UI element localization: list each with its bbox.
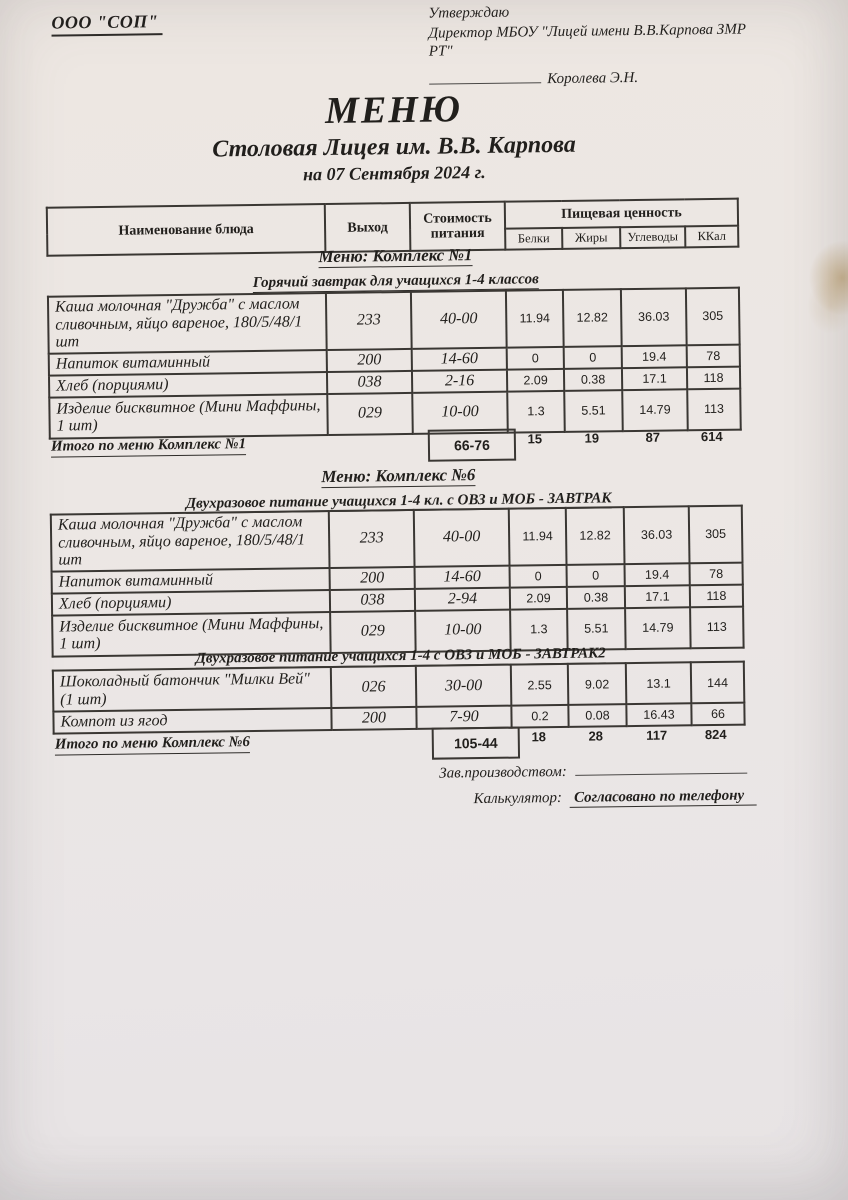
production-manager-row <box>439 760 747 783</box>
menu1-total-protein: 15 <box>527 431 543 447</box>
menu6-total-kcal: 824 <box>704 726 727 743</box>
menu6-section2-label: Двухразовое питание учащихся 1-4 с ОВЗ и МОБ - ЗАВТРАК2 <box>195 645 606 667</box>
dish-name: Напиток витаминный <box>49 350 327 376</box>
table-row: Каша молочная "Дружба" с маслом сливочным, яйцо вареное, 180/5/48/1 шт 233 40-00 11.94 12.82 36.03 305 <box>48 288 740 354</box>
dish-name: Компот из ягод <box>53 708 331 734</box>
col-output: Выход <box>325 203 411 252</box>
document-date: на 07 Сентября 2024 г. <box>302 161 486 185</box>
menu1-title: Меню: Комплекс №1 <box>318 245 473 267</box>
menu6-section1-label: Двухразовое питание учащихся 1-4 кл. с ОВЗ и МОБ - ЗАВТРАК <box>185 490 612 512</box>
approve-director: Директор МБОУ "Лицей имени В.В.Карпова ЗМР РТ" <box>428 21 747 60</box>
approve-signer: Королева Э.Н. <box>547 69 639 88</box>
menu6-title: Меню: Комплекс №6 <box>321 465 476 487</box>
col-carbs: Углеводы <box>620 226 685 248</box>
table-row: Каша молочная "Дружба" с маслом сливочным, яйцо вареное, 180/5/48/1 шт 233 40-00 11.94 12.82 36.03 305 <box>51 506 743 572</box>
col-kcal: ККал <box>685 226 738 248</box>
dish-name: Каша молочная "Дружба" с маслом сливочным, яйцо вареное, 180/5/48/1 шт <box>51 511 330 571</box>
menu6-table-breakfast2 <box>52 661 746 735</box>
menu6-total-fat: 28 <box>588 728 604 744</box>
menu6-total-label: Итого по меню Комплекс №6 <box>55 734 250 756</box>
table-row: Компот из ягод 200 7-90 0.2 0.08 16.43 66 <box>53 703 744 734</box>
approval-block <box>428 0 751 89</box>
production-manager-label: Зав.производством: <box>439 763 567 782</box>
dish-name: Хлеб (порциями) <box>52 590 330 616</box>
dish-name: Шоколадный батончик "Милки Вей" (1 шт) <box>53 667 332 712</box>
menu6-total-cost: 105-44 <box>432 727 520 760</box>
menu1-total-carbs: 87 <box>645 429 661 445</box>
col-fat: Жиры <box>562 227 620 249</box>
menu1-table <box>47 287 742 440</box>
dish-name: Хлеб (порциями) <box>49 372 327 398</box>
table-row: Изделие бисквитное (Мини Маффины, 1 шт) 029 10-00 1.3 5.51 14.79 113 <box>49 388 740 438</box>
menu1-total-cost: 66-76 <box>428 429 516 462</box>
menu1-section-label: Горячий завтрак для учащихся 1-4 классов <box>252 271 539 291</box>
dish-name: Напиток витаминный <box>52 568 330 594</box>
production-manager-signature-line <box>575 760 747 776</box>
document-title: МЕНЮ <box>324 88 463 133</box>
signature-line <box>429 69 541 84</box>
table-row: Напиток витаминный 200 14-60 0 0 19.4 78 <box>52 562 743 593</box>
menu6-table-breakfast <box>50 505 745 658</box>
table-row: Хлеб (порциями) 038 2-94 2.09 0.38 17.1 118 <box>52 584 743 615</box>
col-dish-name: Наименование блюда <box>47 204 326 256</box>
col-protein: Белки <box>505 228 562 250</box>
approve-label: Утверждаю <box>428 4 510 22</box>
dish-name: Каша молочная "Дружба" с маслом сливочным, яйцо вареное, 180/5/48/1 шт <box>48 293 327 353</box>
menu1-total-kcal: 614 <box>700 428 723 445</box>
organization-name: ООО "СОП" <box>51 11 162 36</box>
col-nutrition-group: Пищевая ценность <box>505 199 738 229</box>
menu6-total-carbs: 117 <box>646 727 668 743</box>
menu1-total-label: Итого по меню Комплекс №1 <box>51 436 246 458</box>
table-row: Хлеб (порциями) 038 2-16 2.09 0.38 17.1 118 <box>49 366 740 397</box>
dish-name: Изделие бисквитное (Мини Маффины, 1 шт) <box>52 612 331 657</box>
calculator-row <box>473 787 756 808</box>
document-subtitle: Столовая Лицея им. В.В. Карпова <box>212 131 576 163</box>
calculator-value: Согласовано по телефону <box>570 787 756 807</box>
menu1-total-fat: 19 <box>584 430 600 446</box>
calculator-label: Калькулятор: <box>473 789 563 808</box>
table-row: Шоколадный батончик "Милки Вей" (1 шт) 026 30-00 2.55 9.02 13.1 144 <box>53 662 744 712</box>
col-cost: Стоимость питания <box>410 202 506 251</box>
menu6-total-protein: 18 <box>531 729 547 745</box>
dish-name: Изделие бисквитное (Мини Маффины, 1 шт) <box>49 394 328 439</box>
table-row: Изделие бисквитное (Мини Маффины, 1 шт) 029 10-00 1.3 5.51 14.79 113 <box>52 606 743 656</box>
table-row: Напиток витаминный 200 14-60 0 0 19.4 78 <box>49 344 740 375</box>
